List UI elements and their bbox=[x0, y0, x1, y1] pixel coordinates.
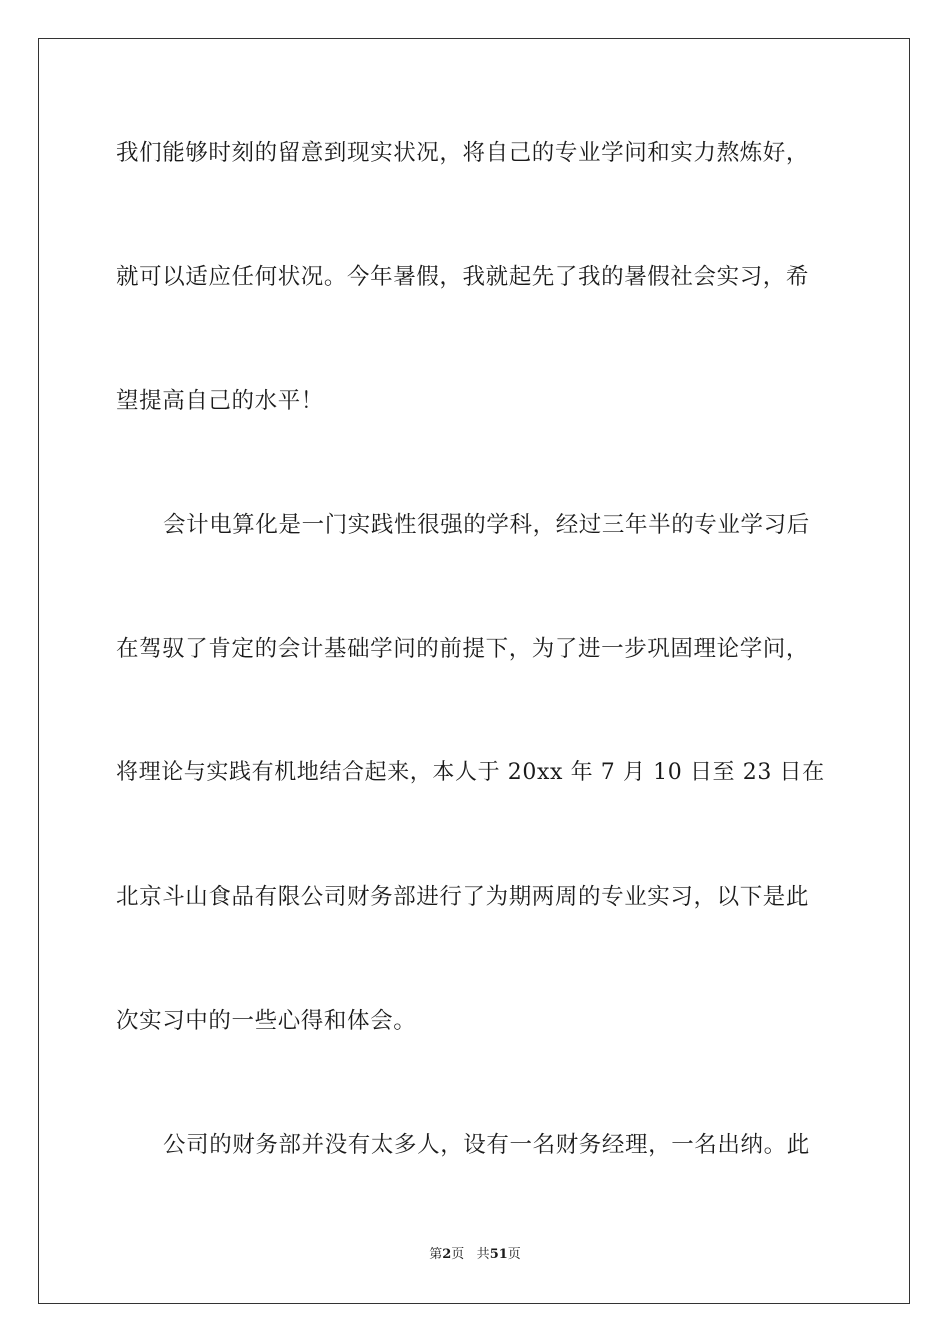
paragraph-line: 将理论与实践有机地结合起来，本人于 20xx 年 7 月 10 日至 23 日在 bbox=[116, 760, 825, 785]
footer-total-prefix: 共 bbox=[476, 1247, 490, 1262]
footer-page-number: 2 bbox=[442, 1247, 452, 1262]
footer-page-prefix: 第 bbox=[429, 1247, 443, 1262]
footer-total-suffix: 页 bbox=[507, 1247, 521, 1262]
paragraph-line: 次实习中的一些心得和体会。 bbox=[116, 1008, 417, 1034]
paragraph-line: 就可以适应任何状况。今年暑假，我就起先了我的暑假社会实习，希 bbox=[116, 264, 810, 290]
footer-total-pages: 51 bbox=[489, 1247, 508, 1262]
paragraph-line: 望提高自己的水平！ bbox=[116, 388, 324, 414]
paragraph-line: 我们能够时刻的留意到现实状况，将自己的专业学问和实力熬炼好， bbox=[116, 140, 810, 166]
paragraph-line: 公司的财务部并没有太多人，设有一名财务经理，一名出纳。此 bbox=[163, 1132, 810, 1158]
footer-page-suffix: 页 bbox=[451, 1247, 465, 1262]
paragraph-line: 在驾驭了肯定的会计基础学问的前提下，为了进一步巩固理论学问， bbox=[116, 636, 810, 662]
page-border bbox=[38, 38, 910, 1304]
page-footer bbox=[0, 1246, 950, 1264]
paragraph-line: 北京斗山食品有限公司财务部进行了为期两周的专业实习，以下是此 bbox=[116, 884, 810, 910]
paragraph-line: 会计电算化是一门实践性很强的学科，经过三年半的专业学习后 bbox=[163, 512, 810, 538]
